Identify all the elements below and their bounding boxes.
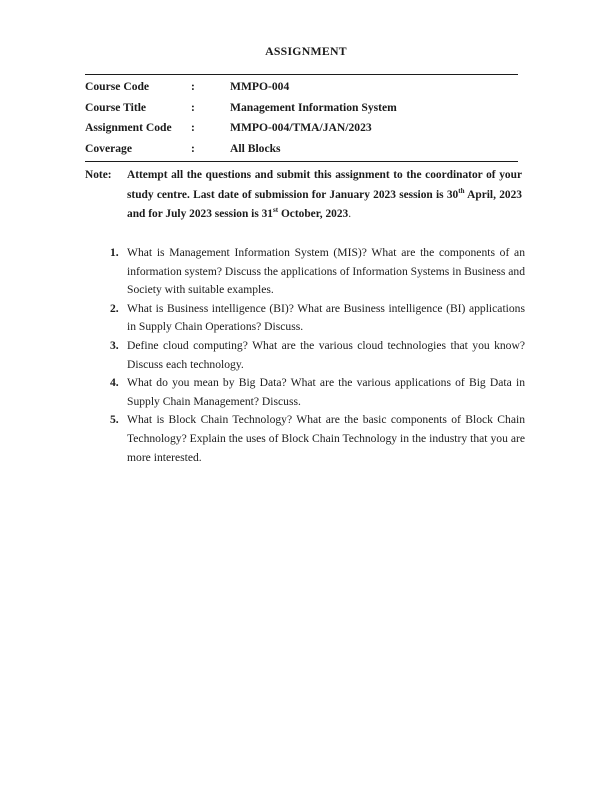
question-item-3 [110, 337, 525, 374]
row-value: Management Information System [230, 100, 397, 114]
row-separator: : [191, 100, 195, 114]
questions-list [110, 244, 525, 467]
row-label: Course Title [85, 100, 147, 114]
question-number: 1. [110, 246, 119, 259]
row-label: Coverage [85, 142, 132, 156]
question-number: 3. [110, 338, 119, 352]
table-row-course-code [85, 76, 518, 97]
note-block [85, 166, 522, 225]
question-number: 4. [110, 376, 119, 390]
question-text: What is Business intelligence (BI)? What are Business intelligence (BI) applications in Supply Chain Operations? Discuss. [127, 301, 525, 334]
question-number: 5. [110, 413, 119, 427]
note-label: Note: [85, 169, 112, 181]
table-row-assignment-code [85, 118, 518, 139]
question-item-1 [110, 244, 525, 300]
note-text: Attempt all the questions and submit this assignment to the coordinator of your study centre. Last date of submission for January 2023 session is 30th April, 2023 and for July 2023 session is 31st October, 2023. [127, 169, 522, 220]
question-text: What is Block Chain Technology? What are the basic components of Block Chain Technology? Explain the uses of Block Chain Technology in the industry that you are more interested. [127, 413, 525, 464]
table-row-coverage [85, 138, 518, 159]
question-text: What is Management Information System (MIS)? What are the components of an information system? Discuss the applications of Information Systems in Business and Society with suitable examples. [127, 246, 526, 297]
row-separator: : [191, 79, 195, 93]
question-item-5 [110, 411, 525, 467]
row-label: Course Code [85, 79, 150, 93]
table-row-course-title [85, 97, 518, 118]
row-value: MMPO-004 [230, 79, 290, 93]
course-info-table [85, 74, 518, 162]
row-value: MMPO-004/TMA/JAN/2023 [230, 121, 372, 135]
question-text: What do you mean by Big Data? What are the various applications of Big Data in Supply Chain Management? Discuss. [127, 376, 525, 408]
row-separator: : [191, 121, 195, 135]
page-title: ASSIGNMENT [265, 44, 347, 58]
row-label: Assignment Code [85, 121, 172, 135]
question-item-4 [110, 374, 525, 411]
question-number: 2. [110, 301, 119, 315]
question-item-2 [110, 300, 525, 337]
row-separator: : [191, 142, 195, 156]
question-text: Define cloud computing? What are the various cloud technologies that you know? Discuss each technology. [127, 338, 525, 371]
row-value: All Blocks [230, 142, 281, 156]
